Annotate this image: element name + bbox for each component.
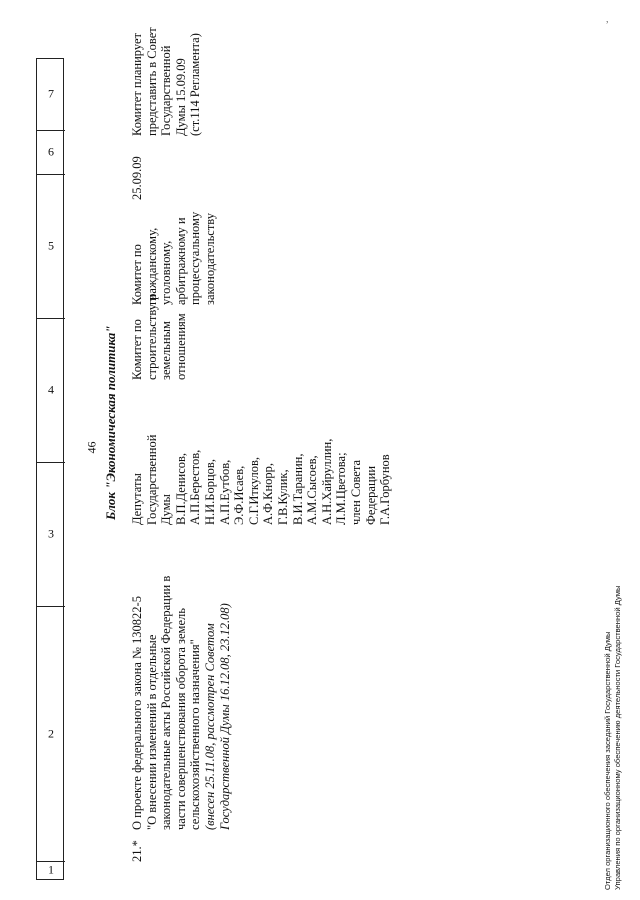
col7-line: Комитет планирует [130, 33, 144, 136]
row-number: 21.* [130, 840, 144, 862]
col7-line: Думы 15.09.09 [173, 58, 188, 136]
col3-line: Г.А.Горбунов [378, 454, 393, 525]
col4-line: земельным [159, 321, 174, 380]
col3-line: Г.В.Кулик, [276, 469, 290, 525]
header-col-1: 1 [37, 861, 65, 879]
col3-line: А.Ф.Кнорр, [261, 462, 276, 525]
col3-line: С.Г.Иткулов, [246, 456, 261, 525]
col3-line: член Совета [349, 459, 363, 525]
page-number: 46 [84, 441, 99, 454]
col4-line: отношениям [173, 313, 188, 380]
rotated-table [20, 27, 622, 890]
col3-line: Думы [159, 494, 174, 525]
col5-line: уголовному, [159, 240, 174, 305]
footer-line: Управления по организационному обеспечению деятельности Государственной Думы [613, 585, 622, 890]
col7-line: (ст.114 Регламента) [188, 33, 203, 136]
col3-line: А.Н.Хайруллин, [319, 438, 334, 525]
col3-line: Депутаты [130, 473, 144, 525]
col2-line: части совершенствования оборота земель [173, 608, 188, 830]
col2-line: "О внесении изменений в отдельные [144, 634, 159, 830]
header-col-6: 6 [37, 130, 65, 174]
col3-line: А.П.Еутбов, [217, 459, 232, 525]
col2-line: сельскохозяйственного назначения" [188, 639, 203, 830]
col7-line: Государственной [159, 45, 174, 136]
header-col-7: 7 [48, 87, 54, 101]
col5-line: Комитет по [130, 244, 144, 305]
col3-line: Л.М.Цветова; [334, 452, 349, 525]
col5-line: гражданскому, [144, 227, 159, 305]
col7-line: представить в Совет [144, 27, 159, 136]
header-col-3: 3 [37, 462, 65, 606]
col2-line: О проекте федерального закона № 130822-5 [130, 596, 144, 830]
col3-line: В.П.Денисов, [173, 452, 188, 525]
col5-line: процессуальному [188, 211, 203, 305]
col5-line: законодательству [203, 212, 217, 305]
header-col-5: 5 [37, 174, 65, 318]
col2-note-line: (внесен 25.11.08, рассмотрен Советом [203, 623, 217, 830]
stray-mark: , [606, 14, 609, 25]
block-title: Блок "Экономическая политика" [103, 325, 118, 520]
header-col-2: 2 [37, 606, 65, 861]
col3-line: А.П.Берестов, [188, 449, 203, 525]
col4-line: строительству и [144, 294, 159, 380]
col3-line: Федерации [363, 465, 378, 525]
col3-line: Н.И.Борцов, [203, 459, 217, 525]
header-col-4: 4 [37, 318, 65, 462]
col3-line: А.М.Сысоев, [305, 455, 320, 525]
footer-line: Отдел организационного обеспечения заседаний Государственной Думы [603, 631, 612, 890]
header-row [36, 58, 64, 880]
col3-line: Э.Ф.Исаев, [232, 465, 247, 525]
col2-line: законодательные акты Российской Федерации в [159, 575, 174, 830]
col2-note-line: Государственной Думы 16.12.08, 23.12.08) [217, 603, 232, 830]
col3-line: В.И.Таранин, [290, 453, 305, 525]
col5-line: арбитражному и [173, 217, 188, 305]
row-col6-date: 25.09.09 [130, 156, 144, 200]
col3-line: Государственной [144, 434, 159, 525]
col4-line: Комитет по [130, 319, 144, 380]
